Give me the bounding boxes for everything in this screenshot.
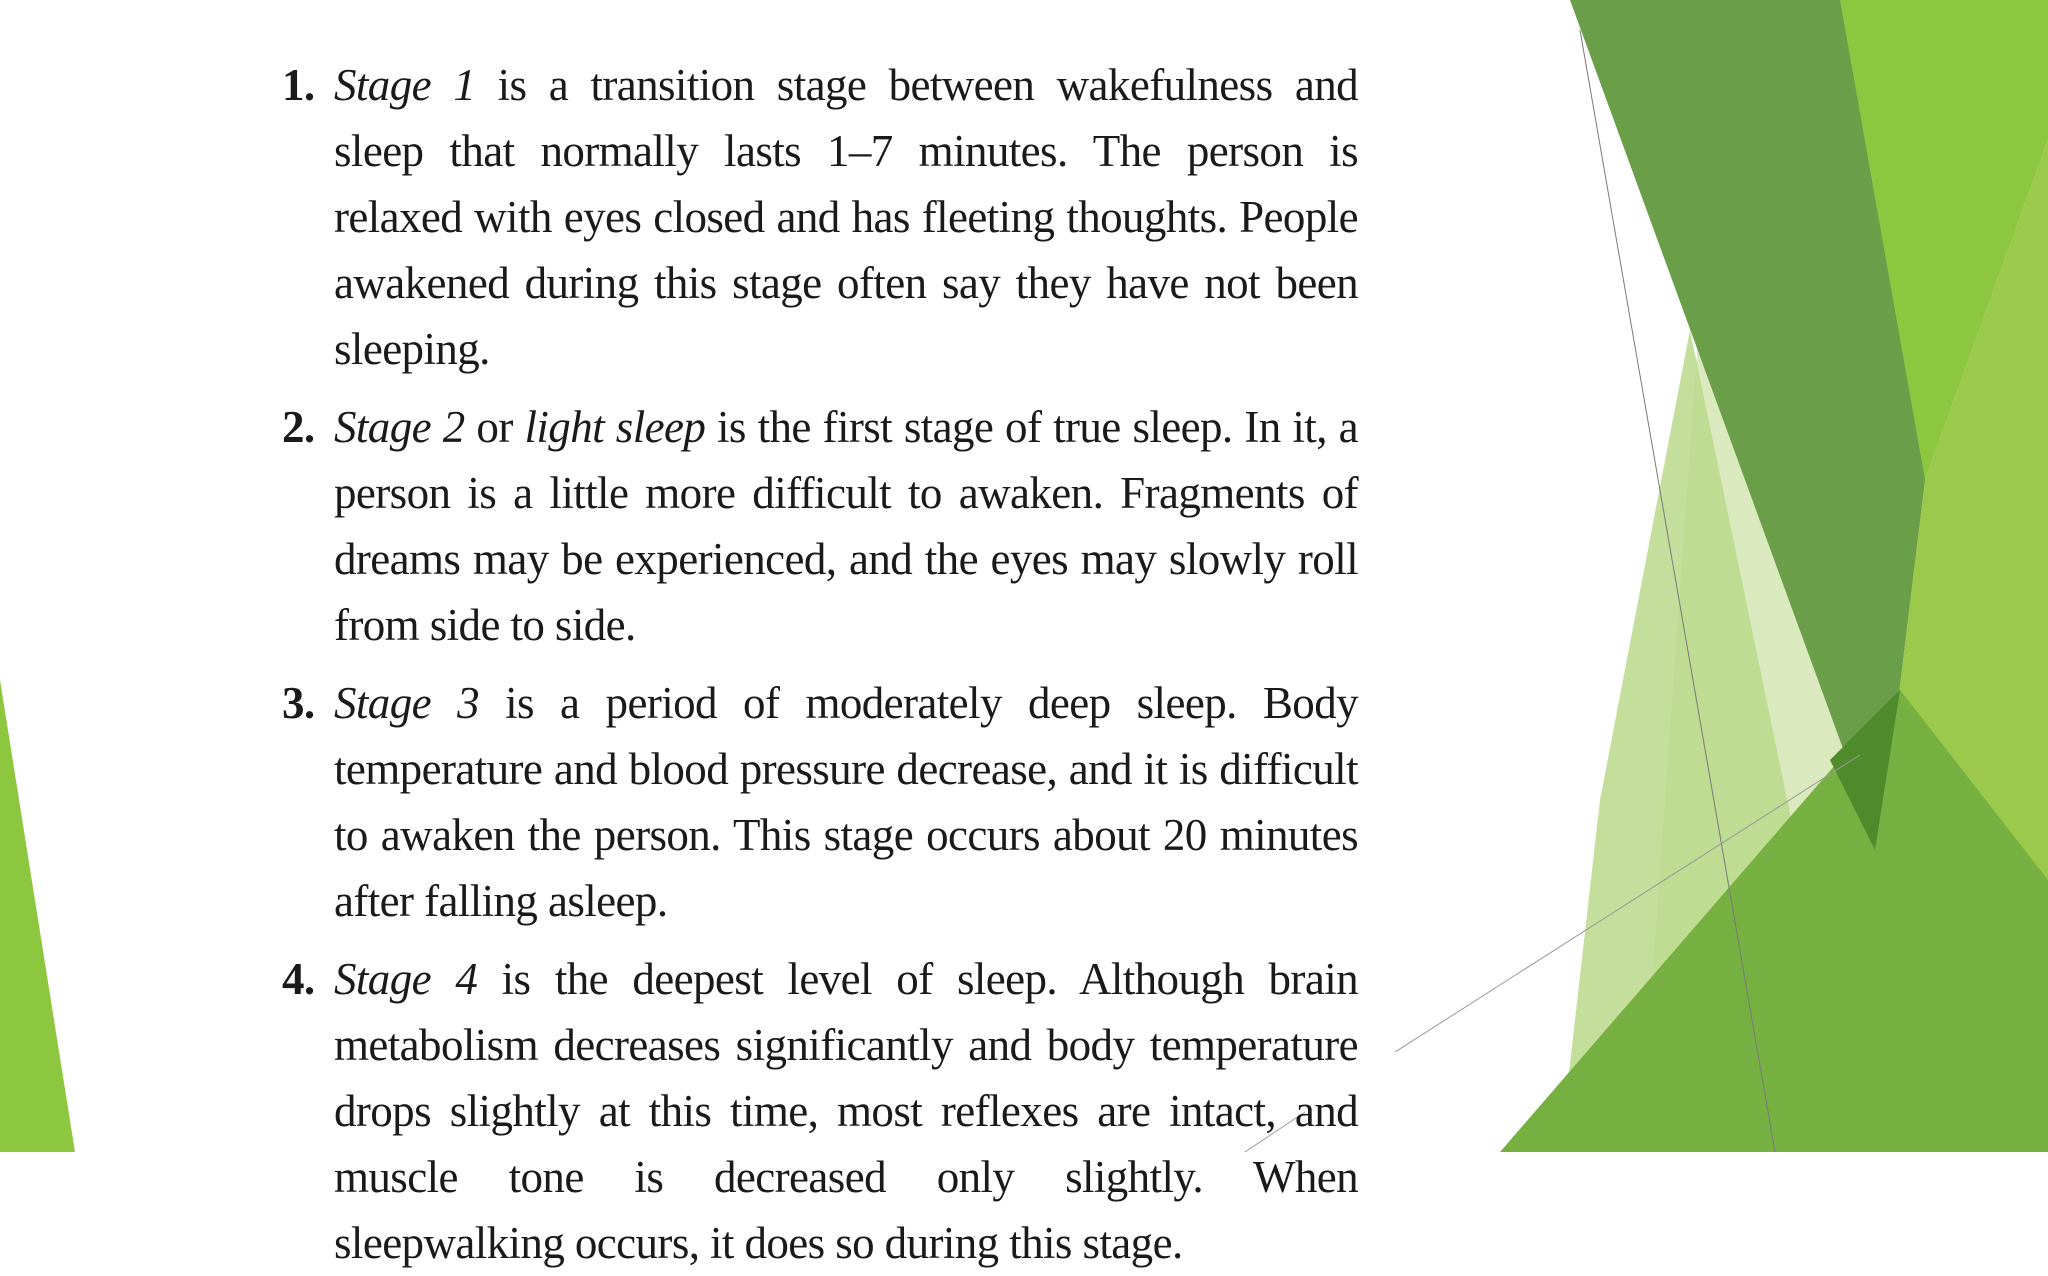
stage-name: Stage 1 — [334, 60, 476, 110]
stage-2-item — [282, 394, 1358, 658]
stage-name: Stage 2 — [334, 402, 465, 452]
stage-alt-name: light sleep — [524, 402, 706, 452]
stage-number: 3. — [282, 678, 315, 728]
sleep-stages-text — [282, 52, 1359, 1268]
stage-description: is a transition stage between wakefulness and sleep that normally lasts 1–7 minutes. The person is relaxed with eyes closed and has fleeting thoughts. People awakened during this stage often say they have not been sleeping. — [334, 60, 1359, 374]
stage-1-item — [282, 52, 1358, 382]
stage-name: Stage 4 — [334, 954, 478, 1004]
stage-3-item — [282, 670, 1358, 934]
stage-number: 4. — [282, 954, 315, 1004]
stage-description: is the first stage of true sleep. In it, a person is a little more difficult to awaken. Fragments of dreams may be experienced, and the eyes may slowly roll from side to side. — [334, 402, 1358, 650]
stage-4-item — [282, 946, 1358, 1276]
stage-number: 2. — [282, 402, 315, 452]
stage-description: is the deepest level of sleep. Although brain metabolism decreases significantly and body temperature drops slightly at this time, most reflexes are intact, and muscle tone is decreased only slightly. When sleepwalking occurs, it does so during this stage. — [334, 954, 1358, 1268]
stage-connector: or — [464, 402, 525, 452]
stages-list — [282, 52, 1358, 1276]
stage-description: is a period of moderately deep sleep. Body temperature and blood pressure decrease, and it is difficult to awaken the person. This stage occurs about 20 minutes after falling asleep. — [334, 678, 1358, 926]
stage-name: Stage 3 — [334, 678, 479, 728]
left-accent-shape — [0, 680, 75, 1152]
stage-number: 1. — [282, 60, 315, 110]
